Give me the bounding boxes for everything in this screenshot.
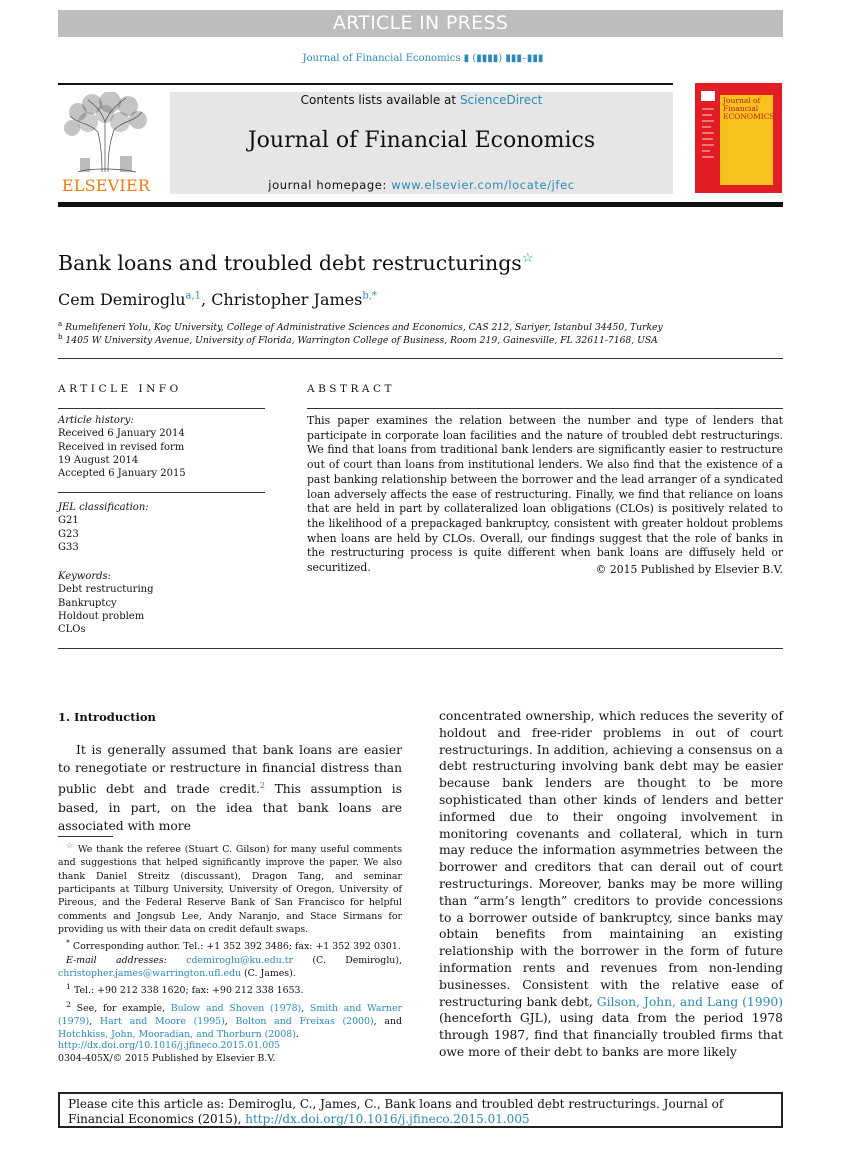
- fn2-end: .: [295, 1029, 299, 1041]
- jel-code: G33: [58, 541, 79, 553]
- bulow-shoven-citation[interactable]: Bulow and Shoven (1978): [170, 1002, 302, 1014]
- citation-box: [58, 1092, 783, 1128]
- affil-a-label: a: [58, 320, 63, 328]
- masthead-bottom-rule: [58, 202, 783, 207]
- cover-title: Journal of Financial ECONOMICS: [723, 96, 775, 121]
- continued-paragraph: [439, 708, 783, 1061]
- intro-text-b: This assumption is based, in part, on the idea that bank loans are associated with more: [58, 782, 403, 833]
- journal-title: Journal of Financial Economics: [247, 128, 596, 153]
- masthead-top-rule: [58, 83, 673, 85]
- contents-prefix: Contents lists available at: [300, 93, 460, 107]
- author-demiroglu: Cem Demiroglu: [58, 290, 186, 309]
- corresponding-footnote: [58, 936, 402, 953]
- footnote-rule: [58, 836, 113, 837]
- footnote-1: [58, 980, 402, 997]
- jel-classification: [58, 501, 149, 554]
- footnotes: [58, 839, 402, 1042]
- affiliation-b: [58, 333, 658, 346]
- smith-warner-citation[interactable]: Smith and Warner (1979): [58, 1002, 402, 1028]
- history-item: Received in revised form: [58, 441, 185, 453]
- acknowledgment-text: We thank the referee (Stuart C. Gilson) for many useful comments and suggestions that helped significantly improve the paper. We also thank Daniel Streitz (discussant), Dragon Tang, and seminar participants at Tilburg University, University of Oregon, University of Pireous, and the Federal Reserve Bank of San Francisco for helpful comments and Jongsub Lee, Andy Naranjo, and Stace Sirmans for providing us with their data on credit default swaps.: [58, 844, 403, 935]
- author-line: [58, 290, 377, 309]
- fn2-separator: , and: [373, 1016, 402, 1028]
- corr-mark: *: [66, 938, 70, 948]
- history-label: Article history:: [58, 415, 134, 426]
- acknowledgment-footnote: [58, 839, 402, 936]
- affil-b-text: 1405 W University Avenue, University of Florida, Warrington College of Business, Room 219, Gainesville, FL 32611-7168, USA: [65, 335, 658, 347]
- email-footnote: [58, 954, 402, 981]
- right-text-b: (henceforth GJL), using data from the period 1978 through 1987, find that financially troubled firms that owe more of their debt to banks are more likely: [439, 1011, 783, 1059]
- corresponding-text: Corresponding author. Tel.: +1 352 392 3486; fax: +1 352 392 0301.: [69, 941, 401, 953]
- history-item: 19 August 2014: [58, 454, 139, 466]
- affiliation-a: [58, 320, 663, 333]
- sciencedirect-link[interactable]: ScienceDirect: [459, 93, 543, 107]
- introduction-heading: 1. Introduction: [58, 710, 156, 724]
- keyword: Debt restructuring: [58, 584, 154, 596]
- article-title-text: Bank loans and troubled debt restructurings: [58, 251, 522, 275]
- fn2-mark: 2: [66, 999, 71, 1009]
- journal-masthead: [170, 92, 673, 194]
- email-demiroglu-link[interactable]: cdemiroglu@ku.edu.tr: [186, 954, 293, 966]
- gilson-john-lang-citation[interactable]: Gilson, John, and Lang (1990): [596, 994, 784, 1009]
- jel-code: G21: [58, 515, 79, 527]
- intro-text-a: It is generally assumed that bank loans are easier to renegotiate or restructure in financial distress than public debt and trade credit.: [58, 743, 402, 797]
- title-footnote-star[interactable]: ☆: [521, 251, 534, 267]
- author2-affil-ref[interactable]: b,*: [362, 290, 377, 302]
- keywords-label: Keywords:: [58, 571, 112, 582]
- bolton-freixas-citation[interactable]: Bolton and Freixas (2000): [235, 1016, 374, 1028]
- email1-who: (C. Demiroglu),: [292, 954, 402, 966]
- fn1-mark: 1: [66, 982, 71, 992]
- doi-block: [58, 1039, 280, 1066]
- elsevier-wordmark[interactable]: ELSEVIER: [61, 176, 151, 195]
- abstract-rule: [307, 408, 783, 409]
- hotchkiss-citation[interactable]: Hotchkiss, John, Mooradian, and Thorburn (2008): [58, 1029, 296, 1041]
- author-james: , Christopher James: [201, 290, 363, 309]
- email-james-link[interactable]: christopher.james@warrington.ufl.edu: [58, 967, 242, 979]
- journal-homepage-line: [170, 178, 673, 192]
- fn2-separator: ,: [301, 1002, 310, 1014]
- history-rule: [58, 492, 265, 493]
- intro-paragraph: [58, 741, 402, 835]
- journal-reference[interactable]: Journal of Financial Economics ▮ (▮▮▮▮) ▮▮▮–▮▮▮: [302, 53, 544, 64]
- affil-a-text: Rumelifeneri Yolu, Koç University, College of Administrative Sciences and Economics, CAS 212, Sariyer, Istanbul 34450, Turkey: [65, 322, 663, 334]
- email-label: E-mail addresses:: [66, 954, 187, 966]
- history-item: Accepted 6 January 2015: [58, 468, 186, 480]
- author1-affil-ref[interactable]: a,1: [185, 290, 202, 302]
- fn2-separator: ,: [224, 1016, 236, 1028]
- right-text-a: concentrated ownership, which reduces the severity of holdout and free-rider problems in out of court restructurings. In addition, achieving a consensus on a debt restructuring involving bank debt may be easier because bank lenders are thought to be more sophisticated than other kinds of lenders and better informed due to their ongoing involvement in monitoring covenants and collateral, which in turn may reduce the information asymmetries between the borrower and creditors that can derail out of court restructurings. Moreover, banks may be more willing than “arm’s length” creditors to provide concessions to a borrower outside of bankruptcy, since banks may obtain benefits from maintaining an existing relationship with the borrower in the form of future information rents and revenues from non-lending businesses. Consistent with the relative ease of restructuring bank debt,: [439, 709, 783, 1009]
- jel-code: G23: [58, 528, 79, 540]
- title-divider: [58, 358, 783, 359]
- abstract-copyright: © 2015 Published by Elsevier B.V.: [595, 563, 783, 576]
- article-info-heading: ARTICLE INFO: [58, 383, 182, 395]
- fn2-text: See, for example,: [70, 1002, 171, 1014]
- fn2-separator: ,: [89, 1016, 100, 1028]
- article-info-rule: [58, 408, 265, 409]
- issn-line: 0304-405X/© 2015 Published by Elsevier B.V.: [58, 1053, 276, 1065]
- contents-available-line: [170, 93, 673, 107]
- article-in-press-banner: ARTICLE IN PRESS: [58, 10, 783, 37]
- homepage-prefix: journal homepage:: [268, 178, 392, 192]
- body-right-column: [439, 708, 783, 1061]
- front-matter-divider: [58, 648, 783, 649]
- journal-homepage-link[interactable]: www.elsevier.com/locate/jfec: [391, 178, 575, 192]
- history-item: Received 6 January 2014: [58, 428, 185, 440]
- keyword: Bankruptcy: [58, 597, 117, 609]
- citation-text: Please cite this article as: Demiroglu, C., James, C., Bank loans and troubled debt restructurings. Journal of Financial Economics (2015),: [68, 1097, 724, 1126]
- doi-link[interactable]: http://dx.doi.org/10.1016/j.jfineco.2015.01.005: [58, 1040, 281, 1051]
- keywords: [58, 570, 153, 636]
- affil-b-label: b: [58, 333, 63, 341]
- star-mark: ☆: [66, 841, 75, 850]
- citation-doi-link[interactable]: http://dx.doi.org/10.1016/j.jfineco.2015.01.005: [245, 1112, 530, 1126]
- body-left-column: [58, 741, 402, 835]
- journal-cover-thumbnail[interactable]: [695, 83, 782, 193]
- article-title: [58, 251, 534, 275]
- abstract-heading: ABSTRACT: [307, 383, 396, 395]
- abstract-text: This paper examines the relation between the number and type of lenders that participate in corporate loan facilities and the nature of troubled debt restructurings. We find that loans from traditional bank lenders are significantly easier to restructure out of court than loans from institutional lenders. We also find that the existence of a past banking relationship between the borrower and the lead arranger of a syndicated loan adversely affects the ease of restructuring. Finally, we find that reliance on loans that are held in part by collateralized loan obligations (CLOs) is positively related to the likelihood of a prepackaged bankruptcy, consistent with greater holdout problems when loans are held by CLOs. Overall, our findings suggest that the role of banks in the restructuring process is quite different when bank loans are diffusely held or securitized.: [307, 414, 783, 575]
- fn1-text: Tel.: +90 212 338 1620; fax: +90 212 338 1653.: [70, 985, 304, 997]
- article-history: [58, 414, 186, 480]
- jel-label: JEL classification:: [58, 502, 149, 513]
- footnote-2-ref[interactable]: 2: [259, 781, 265, 791]
- keyword: CLOs: [58, 624, 86, 636]
- hart-moore-citation[interactable]: Hart and Moore (1995): [99, 1016, 225, 1028]
- email2-who: (C. James).: [241, 967, 296, 979]
- cover-sidebar-text-icon: [699, 89, 717, 185]
- keyword: Holdout problem: [58, 610, 145, 622]
- footnote-2: [58, 998, 402, 1042]
